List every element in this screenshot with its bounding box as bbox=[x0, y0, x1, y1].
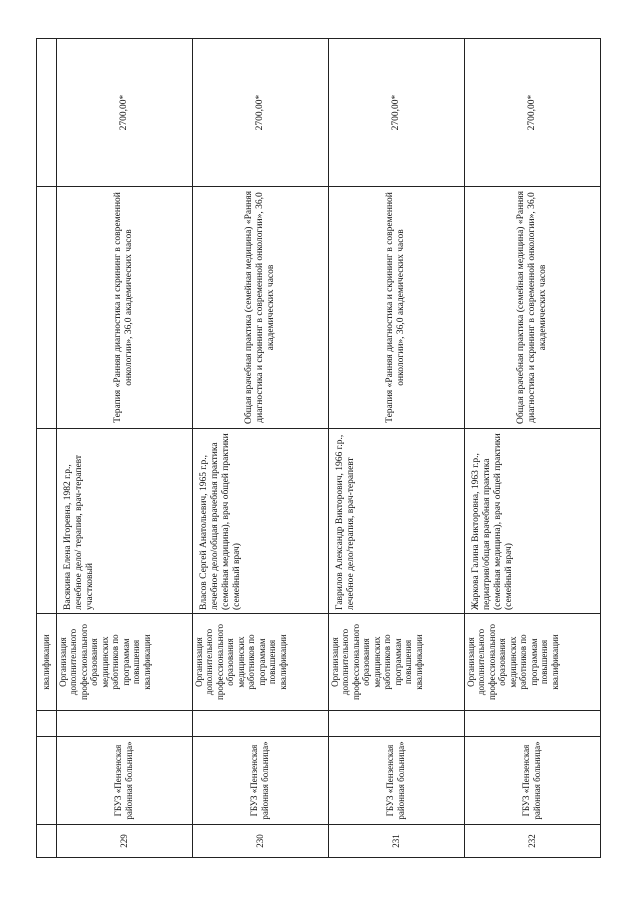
organization-type: Организация дополнительного профессионального образования медицинских работников по программам повышения квалификации bbox=[56, 614, 192, 711]
person-info: Гаврилов Александр Викторович, 1966 г.р., лечебное дело/терапия, врач-терапевт bbox=[328, 429, 464, 614]
empty-cell bbox=[56, 711, 192, 737]
hospital-name: ГБУЗ «Пензенская районная больница» bbox=[464, 737, 600, 825]
rotated-table-sheet bbox=[36, 39, 601, 858]
table-row-header bbox=[37, 39, 57, 858]
person-info: Жаркова Галина Викторовна, 1963 г.р., педиатрия/общая врачебная практика (семейная медицина), врач общей практики (семейный врач) bbox=[464, 429, 600, 614]
hospital-name: ГБУЗ «Пензенская районная больница» bbox=[56, 737, 192, 825]
header-cell-empty bbox=[37, 187, 57, 429]
person-info: Власов Сергей Анатольевич, 1965 г.р., лечебное дело/общая врачебная практика (семейная медицина), врач общей практики (семейный врач) bbox=[192, 429, 328, 614]
empty-cell bbox=[464, 711, 600, 737]
hospital-name: ГБУЗ «Пензенская районная больница» bbox=[328, 737, 464, 825]
row-number: 232 bbox=[464, 825, 600, 858]
header-cell-empty bbox=[37, 737, 57, 825]
person-info: Васякина Елена Игоревна, 1982 г.р., лечебное дело/ терапия, врач-терапевт участковый bbox=[56, 429, 192, 614]
table-row bbox=[328, 39, 464, 858]
hospital-name: ГБУЗ «Пензенская районная больница» bbox=[192, 737, 328, 825]
header-cell-empty bbox=[37, 39, 57, 187]
empty-cell bbox=[328, 711, 464, 737]
header-partial-cell bbox=[37, 614, 57, 711]
empty-cell bbox=[192, 711, 328, 737]
header-cell-empty bbox=[37, 429, 57, 614]
table-row bbox=[192, 39, 328, 858]
table-row bbox=[464, 39, 600, 858]
row-number: 230 bbox=[192, 825, 328, 858]
header-cell-empty bbox=[37, 711, 57, 737]
course-price: 2700,00* bbox=[56, 39, 192, 187]
course-info: Терапия «Ранняя диагностика и скрининг в современной онкологии», 36,0 академических часов bbox=[328, 187, 464, 429]
course-price: 2700,00* bbox=[464, 39, 600, 187]
table-row bbox=[56, 39, 192, 858]
course-info: Общая врачебная практика (семейная медицина) «Ранняя диагностика и скрининг в современной онкологии», 36,0 академических часов bbox=[464, 187, 600, 429]
row-number: 229 bbox=[56, 825, 192, 858]
course-price: 2700,00* bbox=[328, 39, 464, 187]
organization-type: Организация дополнительного профессионального образования медицинских работников по программам повышения квалификации bbox=[328, 614, 464, 711]
course-info: Терапия «Ранняя диагностика и скрининг в современной онкологии», 36,0 академических часов bbox=[56, 187, 192, 429]
row-number: 231 bbox=[328, 825, 464, 858]
organization-type: Организация дополнительного профессионального образования медицинских работников по программам повышения квалификации bbox=[464, 614, 600, 711]
course-price: 2700,00* bbox=[192, 39, 328, 187]
header-cell-empty bbox=[37, 825, 57, 858]
course-info: Общая врачебная практика (семейная медицина) «Ранняя диагностика и скрининг в современной онкологии», 36,0 академических часов bbox=[192, 187, 328, 429]
header-partial-text: квалификации bbox=[40, 634, 51, 690]
organization-type: Организация дополнительного профессионального образования медицинских работников по программам повышения квалификации bbox=[192, 614, 328, 711]
training-table bbox=[36, 38, 601, 858]
